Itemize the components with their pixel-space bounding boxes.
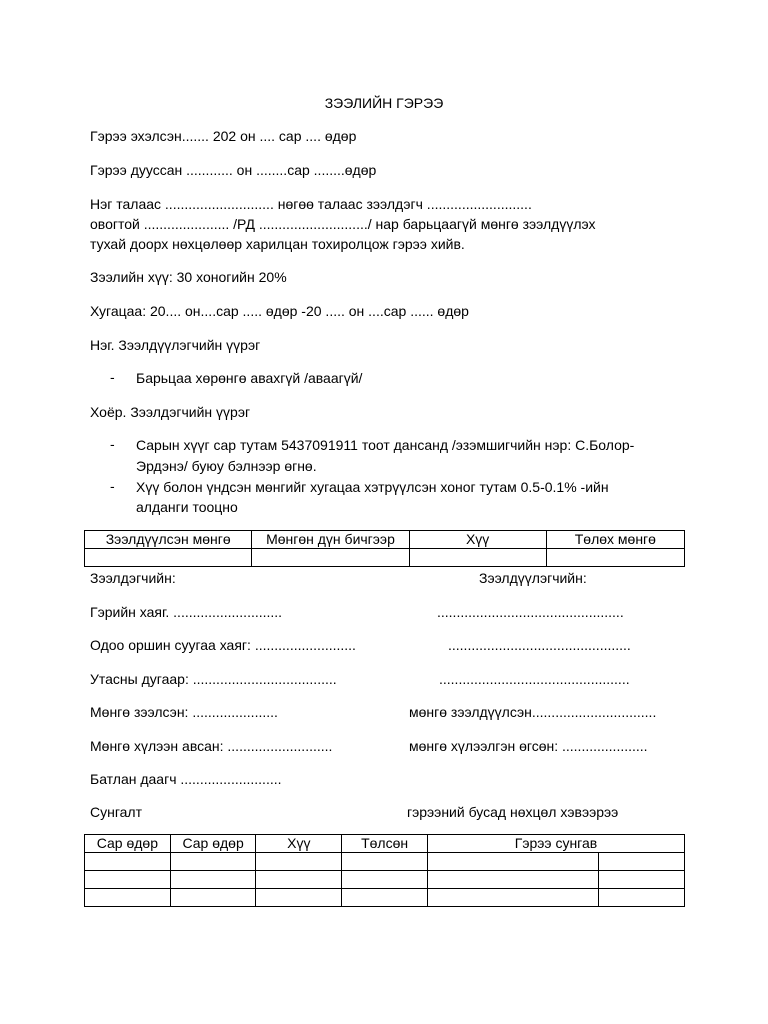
table-header-cell: Төлсөн — [342, 835, 428, 853]
table-cell — [170, 871, 256, 889]
list-item-dash: - — [110, 436, 115, 452]
section1-heading: Нэг. Зээлдүүлэгчийн үүрэг — [90, 337, 261, 353]
table-row — [85, 871, 685, 889]
phone-line: Утасны дугаар: ..................................... — [90, 671, 337, 687]
list-item-continuation: алданги тооцно — [136, 499, 238, 515]
table-header-cell: Мөнгөн дүн бичгээр — [252, 531, 409, 549]
loan-table — [84, 530, 685, 567]
parties-line-2: овогтой ...................... /РД ............................/ нар барьцаагүй мөнгө зээлдүүлэх — [90, 216, 596, 232]
table-cell — [342, 853, 428, 871]
contract-start-line: Гэрээ эхэлсэн....... 202 он .... сар .... өдөр — [90, 128, 357, 144]
table-header-cell: Гэрээ сунгав — [427, 835, 684, 853]
parties-line-3: тухай доорх нөхцөлөөр харилцан тохиролцож гэрээ хийв. — [90, 236, 465, 252]
current-address-blank-right: ............................................... — [448, 637, 631, 653]
table-header-cell: Зээлдүүлсэн мөнгө — [85, 531, 252, 549]
borrower-label: Зээлдэгчийн: — [90, 570, 176, 586]
table-cell — [256, 889, 342, 907]
list-item: Хүү болон үндсэн мөнгийг хугацаа хэтрүүлсэн хоног тутам 0.5-0.1% -ийн — [136, 479, 609, 495]
borrowed-line: Мөнгө зээлсэн: ...................... — [90, 704, 278, 720]
list-item-continuation: Эрдэнэ/ буюу бэлнээр өгнө. — [136, 458, 317, 474]
table-cell — [599, 853, 685, 871]
lent-line: мөнгө зээлдүүлсэн................................ — [409, 704, 657, 720]
table-cell — [546, 549, 684, 567]
lender-label: Зээлдүүлэгчийн: — [479, 570, 587, 586]
table-cell — [409, 549, 546, 567]
table-cell — [85, 889, 171, 907]
table-cell — [342, 871, 428, 889]
contract-end-line: Гэрээ дууссан ............ он ........сар ........өдөр — [90, 162, 377, 178]
list-item-dash: - — [110, 369, 115, 385]
parties-line-1: Нэг талаас ............................ нөгөө талаас зээлдэгч ........................... — [90, 196, 532, 212]
table-header-cell: Хүү — [409, 531, 546, 549]
phone-blank-right: ................................................. — [439, 671, 630, 687]
table-cell — [427, 853, 598, 871]
table-cell — [170, 889, 256, 907]
interest-line: Зээлийн хүү: 30 хоногийн 20% — [90, 269, 287, 285]
table-cell — [256, 853, 342, 871]
table-cell — [427, 889, 598, 907]
table-header-cell: Хүү — [256, 835, 342, 853]
table-header-row — [85, 835, 685, 853]
extension-label: Сунгалт — [90, 804, 143, 820]
table-cell — [427, 871, 598, 889]
extension-note: гэрээний бусад нөхцөл хэвээрээ — [407, 804, 619, 820]
document-title: ЗЭЭЛИЙН ГЭРЭЭ — [324, 95, 444, 111]
list-item: Сарын хүүг сар тутам 5437091911 тоот дансанд /эзэмшигчийн нэр: С.Болор- — [136, 437, 635, 453]
home-address-blank-right: ................................................ — [437, 604, 624, 620]
table-row — [85, 853, 685, 871]
table-header-cell: Сар өдөр — [170, 835, 256, 853]
table-cell — [170, 853, 256, 871]
table-header-cell: Сар өдөр — [85, 835, 171, 853]
section2-heading: Хоёр. Зээлдэгчийн үүрэг — [90, 404, 251, 420]
table-cell — [256, 871, 342, 889]
extension-table — [84, 834, 685, 907]
table-cell — [85, 871, 171, 889]
guarantor-line: Батлан даагч .......................... — [90, 771, 282, 787]
current-address-line: Одоо оршин суугаа хаяг: .......................... — [90, 637, 356, 653]
table-cell — [85, 549, 252, 567]
table-header-cell: Төлөх мөнгө — [546, 531, 684, 549]
table-row — [85, 889, 685, 907]
term-line: Хугацаа: 20.... он....сар ..... өдөр -20 ..... он ....сар ...... өдөр — [90, 303, 469, 319]
received-line: Мөнгө хүлээн авсан: ........................... — [90, 738, 333, 754]
table-cell — [599, 871, 685, 889]
table-cell — [599, 889, 685, 907]
list-item-dash: - — [110, 478, 115, 494]
list-item: Барьцаа хөрөнгө авахгүй /аваагүй/ — [136, 370, 363, 386]
table-cell — [85, 853, 171, 871]
table-cell — [252, 549, 409, 567]
table-header-row — [85, 531, 685, 549]
table-cell — [342, 889, 428, 907]
handed-line: мөнгө хүлээлгэн өгсөн: ...................... — [409, 738, 648, 754]
home-address-line: Гэрийн хаяг. ............................ — [90, 604, 283, 620]
table-row — [85, 549, 685, 567]
